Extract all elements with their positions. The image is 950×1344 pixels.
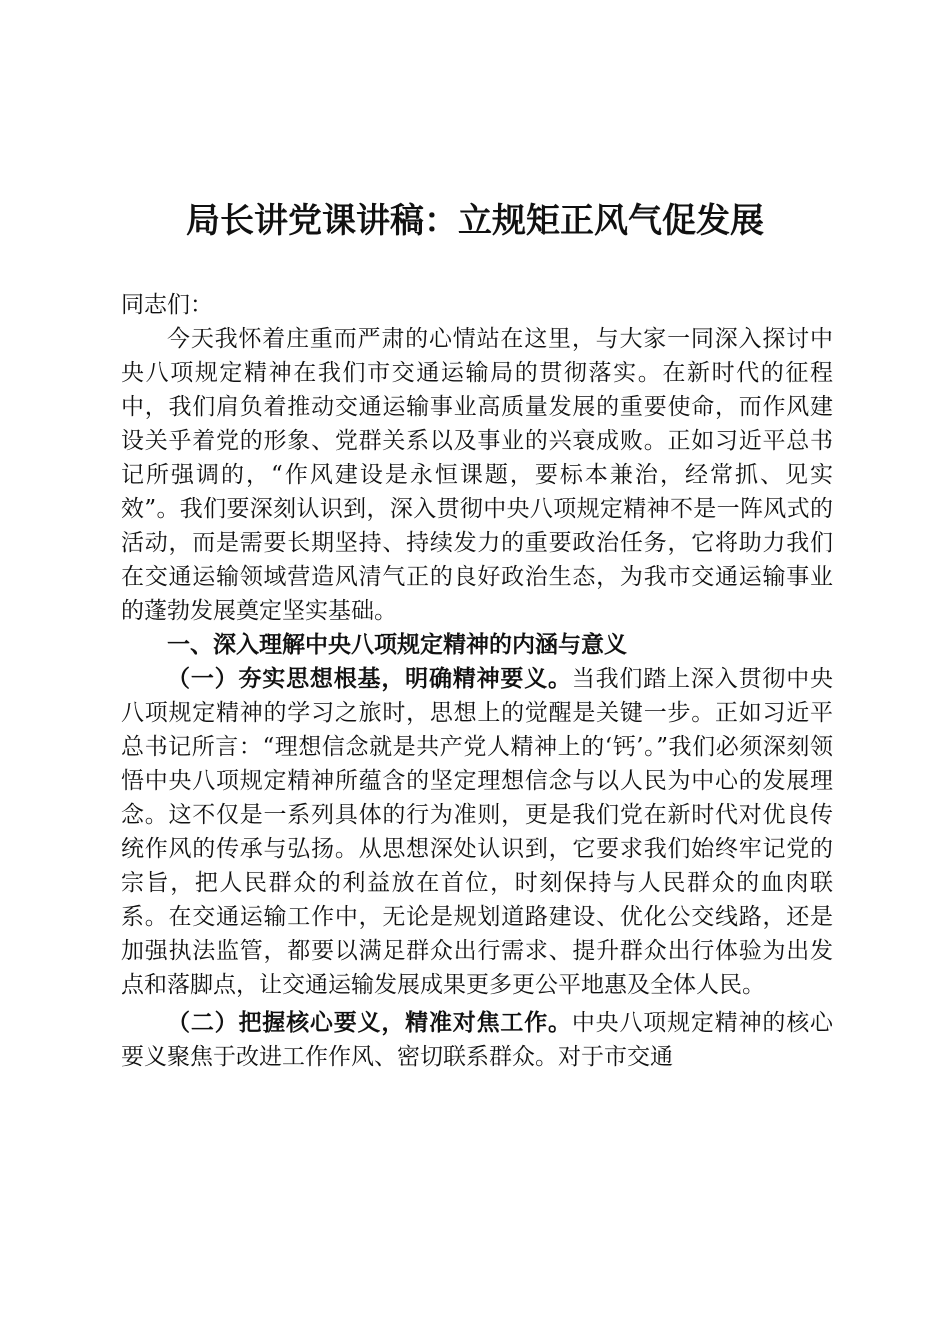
document-body bbox=[121, 288, 833, 1074]
page-title: 局长讲党课讲稿：立规矩正风气促发展 bbox=[186, 201, 764, 241]
subsection-2-paragraph bbox=[121, 1006, 833, 1074]
intro-paragraph: 今天我怀着庄重而严肃的心情站在这里，与大家一同深入探讨中央八项规定精神在我们市交通运输局的贯彻落实。在新时代的征程中，我们肩负着推动交通运输事业高质量发展的重要使命，而作风建设关乎着党的形象、党群关系以及事业的兴衰成败。正如习近平总书记所强调的，“作风建设是永恒课题，要标本兼治，经常抓、见实效”。我们要深刻认识到，深入贯彻中央八项规定精神不是一阵风式的活动，而是需要长期坚持、持续发力的重要政治任务，它将助力我们在交通运输领域营造风清气正的良好政治生态，为我市交通运输事业的蓬勃发展奠定坚实基础。 bbox=[121, 326, 833, 624]
subsection-1-paragraph bbox=[121, 662, 833, 1002]
salutation: 同志们： bbox=[121, 292, 213, 318]
subsection-2-lead: （二）把握核心要义，精准对焦工作。 bbox=[167, 1009, 572, 1036]
subsection-2-body: 中央八项规定精神的核心要义聚焦于改进工作作风、密切联系群众。对于市交通 bbox=[121, 1010, 834, 1070]
section-heading-1: 一、深入理解中央八项规定精神的内涵与意义 bbox=[167, 632, 627, 658]
subsection-1-body: 当我们踏上深入贯彻中央八项规定精神的学习之旅时，思想上的觉醒是关键一步。正如习近平总书记所言：“理想信念就是共产党人精神上的‘钙’。”我们必须深刻领悟中央八项规定精神所蕴含的坚定理想信念与以人民为中心的发展理念。这不仅是一系列具体的行为准则，更是我们党在新时代对优良传统作风的传承与弘扬。从思想深处认识到，它要求我们始终牢记党的宗旨，把人民群众的利益放在首位，时刻保持与人民群众的血肉联系。在交通运输工作中，无论是规划道路建设、优化公交线路，还是加强执法监管，都要以满足群众出行需求、提升群众出行体验为出发点和落脚点，让交通运输发展成果更多更公平地惠及全体人民。 bbox=[121, 666, 834, 998]
subsection-1-lead: （一）夯实思想根基，明确精神要义。 bbox=[167, 665, 572, 692]
